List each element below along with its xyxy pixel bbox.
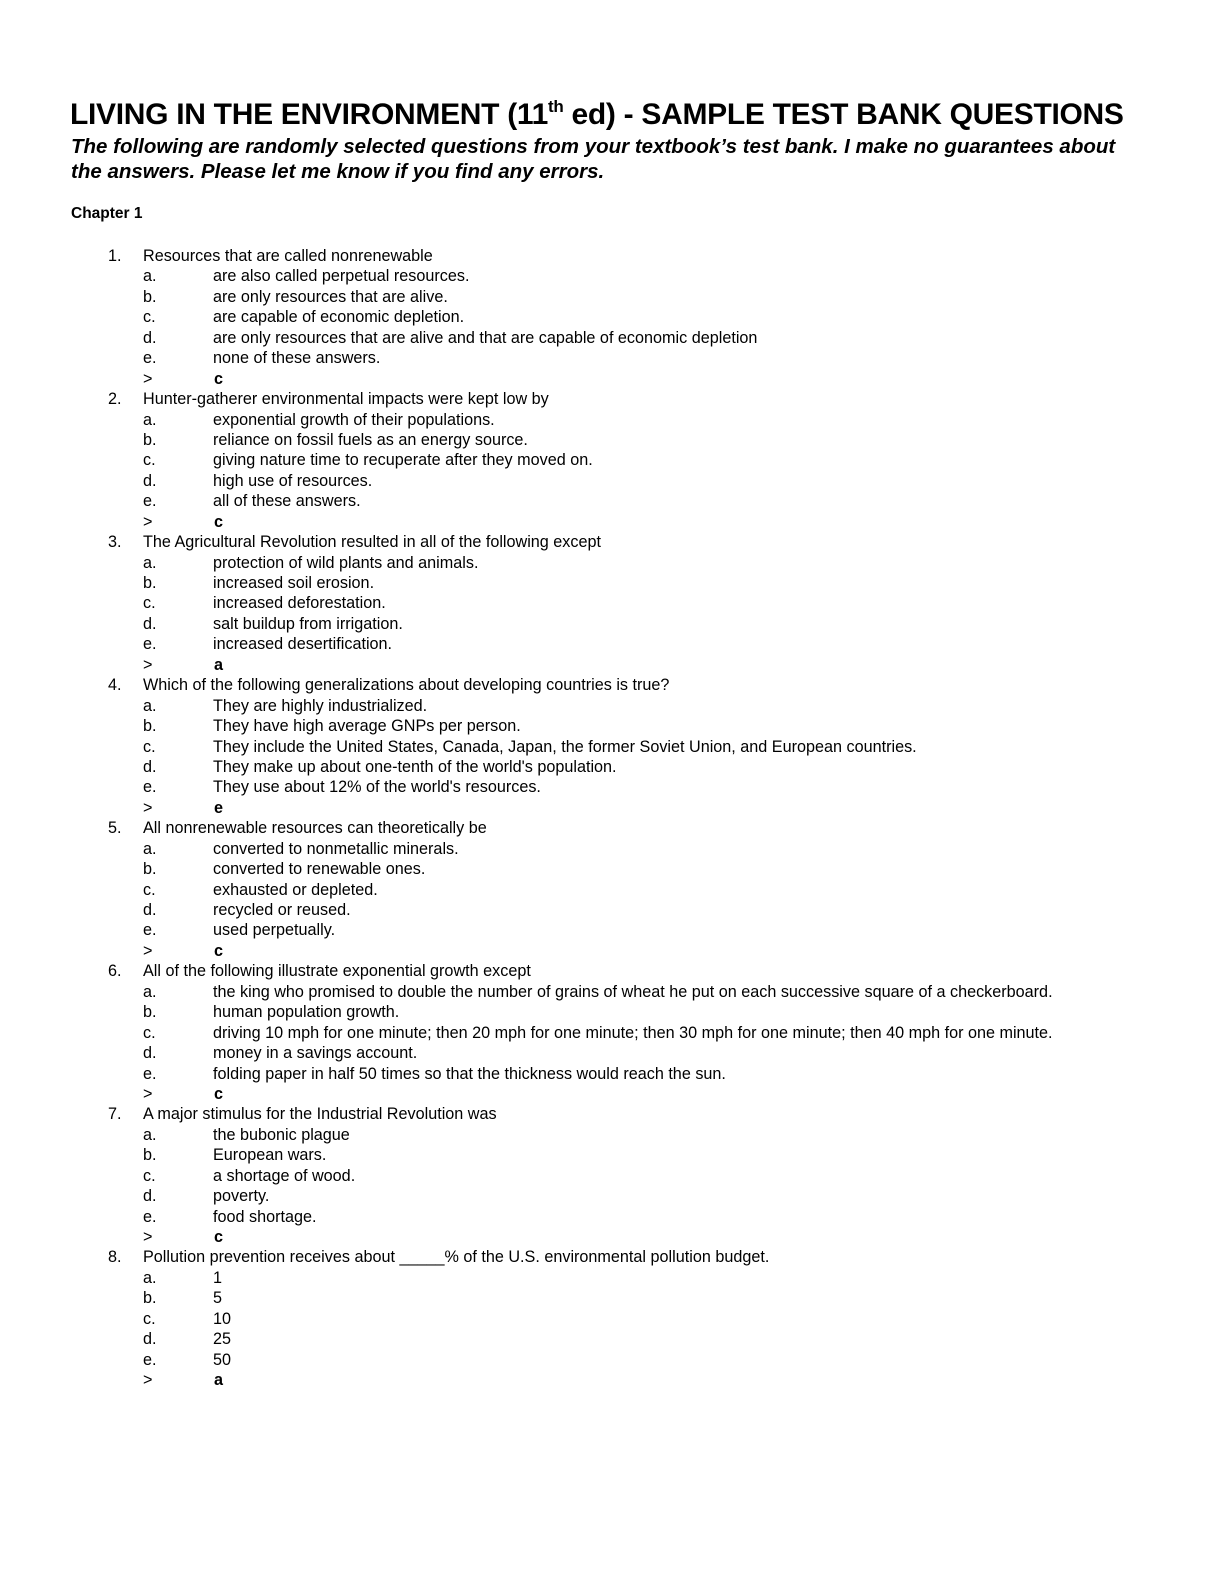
option-row: [0, 696, 1224, 716]
option-text: giving nature time to recuperate after they moved on.: [213, 451, 593, 470]
answer-key: c: [214, 941, 224, 960]
option-letter: b.: [143, 1003, 157, 1022]
option-text: are capable of economic depletion.: [213, 308, 465, 327]
option-text: protection of wild plants and animals.: [213, 553, 479, 572]
option-letter: a.: [143, 696, 157, 715]
page-subtitle: The following are randomly selected questions from your textbook’s test bank. I make no guarantees about the answers. Please let me know if you find any errors.: [71, 135, 1116, 183]
option-text: salt buildup from irrigation.: [213, 614, 403, 633]
answer-key: c: [214, 1084, 224, 1103]
option-row: [0, 1288, 1224, 1308]
title-superscript: th: [548, 97, 564, 116]
question-text: Resources that are called nonrenewable: [143, 247, 433, 265]
question-item: [0, 1104, 1224, 1247]
option-row: [0, 737, 1224, 757]
title-main: LIVING IN THE ENVIRONMENT (11: [70, 98, 549, 131]
option-row: [0, 880, 1224, 900]
option-text: used perpetually.: [213, 921, 336, 940]
option-row: [0, 573, 1224, 593]
answer-marker: >: [143, 512, 153, 531]
option-row: [0, 1329, 1224, 1349]
question-text: Pollution prevention receives about _____% of the U.S. environmental pollution budget.: [143, 1248, 770, 1267]
question-text: The Agricultural Revolution resulted in all of the following except: [143, 533, 601, 552]
option-row: [0, 1309, 1224, 1329]
option-text: food shortage.: [213, 1207, 317, 1226]
option-row: [0, 920, 1224, 940]
option-row: [0, 1145, 1224, 1165]
option-text: converted to nonmetallic minerals.: [213, 839, 459, 858]
question-line: [0, 675, 1224, 695]
option-text: the king who promised to double the number of grains of wheat he put on each successive square of a checkerboard.: [213, 982, 1053, 1001]
option-row: [0, 491, 1224, 511]
option-letter: a.: [143, 982, 157, 1001]
option-letter: b.: [143, 1146, 157, 1165]
question-number: 7.: [108, 1105, 122, 1124]
option-letter: a.: [143, 553, 157, 572]
option-row: [0, 348, 1224, 368]
option-letter: e.: [143, 635, 157, 654]
question-number: 3.: [108, 533, 122, 552]
question-item: [0, 532, 1224, 675]
option-text: folding paper in half 50 times so that the thickness would reach the sun.: [213, 1064, 726, 1083]
option-letter: c.: [143, 1166, 156, 1185]
option-letter: b.: [143, 860, 157, 879]
option-text: recycled or reused.: [213, 901, 351, 919]
option-letter: a.: [143, 839, 157, 858]
option-row: [0, 757, 1224, 777]
option-letter: d.: [143, 757, 157, 776]
answer-key: a: [214, 655, 224, 674]
option-letter: d.: [143, 1044, 157, 1063]
option-text: converted to renewable ones.: [213, 860, 426, 879]
answer-marker: >: [143, 655, 153, 674]
option-text: 1: [213, 1268, 223, 1287]
option-letter: b.: [143, 574, 157, 592]
option-row: [0, 716, 1224, 736]
answer-row: [0, 1084, 1224, 1104]
option-text: the bubonic plague: [213, 1125, 350, 1144]
option-text: exponential growth of their populations.: [213, 410, 495, 429]
option-text: They have high average GNPs per person.: [213, 717, 521, 736]
option-letter: e.: [143, 1207, 157, 1226]
option-row: [0, 328, 1224, 348]
option-text: money in a savings account.: [213, 1044, 418, 1063]
question-number: 1.: [108, 247, 122, 265]
option-letter: c.: [143, 1309, 156, 1328]
option-row: [0, 450, 1224, 470]
question-line: [0, 818, 1224, 838]
question-line: [0, 1104, 1224, 1124]
answer-marker: >: [143, 1228, 153, 1246]
question-list: [0, 246, 1224, 1391]
option-row: [0, 287, 1224, 307]
question-text: Hunter-gatherer environmental impacts were kept low by: [143, 390, 549, 409]
option-text: increased desertification.: [213, 635, 393, 654]
option-letter: c.: [143, 308, 156, 327]
option-text: poverty.: [213, 1187, 270, 1206]
question-line: [0, 961, 1224, 981]
answer-row: [0, 941, 1224, 961]
answer-row: [0, 798, 1224, 818]
question-item: [0, 961, 1224, 1104]
option-letter: d.: [143, 614, 157, 633]
question-line: [0, 246, 1224, 266]
option-text: are only resources that are alive and that are capable of economic depletion: [213, 328, 758, 347]
option-letter: c.: [143, 451, 156, 470]
answer-key: e: [214, 798, 224, 817]
option-row: [0, 1186, 1224, 1206]
answer-row: [0, 369, 1224, 389]
option-text: 25: [213, 1330, 232, 1349]
question-number: 5.: [108, 819, 122, 838]
option-letter: e.: [143, 1350, 157, 1369]
option-text: exhausted or depleted.: [213, 880, 378, 899]
option-text: They are highly industrialized.: [213, 696, 428, 715]
option-text: increased soil erosion.: [213, 574, 375, 592]
question-item: [0, 1247, 1224, 1390]
answer-row: [0, 512, 1224, 532]
option-row: [0, 1023, 1224, 1043]
question-line: [0, 1247, 1224, 1267]
answer-marker: >: [143, 369, 153, 388]
option-text: 10: [213, 1309, 232, 1328]
option-letter: e.: [143, 349, 157, 368]
option-row: [0, 471, 1224, 491]
option-text: increased deforestation.: [213, 594, 386, 613]
option-row: [0, 1268, 1224, 1288]
question-text: A major stimulus for the Industrial Revolution was: [143, 1105, 497, 1124]
option-letter: d.: [143, 1330, 157, 1349]
option-row: [0, 1125, 1224, 1145]
option-letter: a.: [143, 267, 157, 286]
answer-marker: >: [143, 798, 153, 817]
question-number: 2.: [108, 390, 122, 409]
option-row: [0, 1043, 1224, 1063]
option-letter: e.: [143, 1064, 157, 1083]
option-text: are also called perpetual resources.: [213, 267, 470, 286]
question-text: All of the following illustrate exponential growth except: [143, 962, 531, 981]
answer-row: [0, 1227, 1224, 1247]
option-letter: d.: [143, 471, 157, 490]
option-letter: e.: [143, 778, 157, 797]
question-line: [0, 389, 1224, 409]
question-number: 8.: [108, 1248, 122, 1267]
page-title: [70, 98, 1124, 132]
question-text: Which of the following generalizations about developing countries is true?: [143, 676, 670, 695]
answer-marker: >: [143, 941, 153, 960]
answer-marker: >: [143, 1371, 153, 1390]
option-letter: d.: [143, 328, 157, 347]
answer-row: [0, 1370, 1224, 1390]
option-row: [0, 1002, 1224, 1022]
question-item: [0, 389, 1224, 532]
question-number: 6.: [108, 962, 122, 981]
option-letter: c.: [143, 1023, 156, 1042]
option-letter: a.: [143, 1125, 157, 1144]
question-item: [0, 675, 1224, 818]
answer-marker: >: [143, 1084, 153, 1103]
option-text: 5: [213, 1289, 223, 1308]
option-letter: a.: [143, 1268, 157, 1287]
option-text: reliance on fossil fuels as an energy source.: [213, 430, 528, 449]
option-letter: e.: [143, 492, 157, 511]
answer-key: a: [214, 1371, 224, 1390]
option-text: European wars.: [213, 1146, 327, 1165]
answer-key: c: [214, 1228, 224, 1246]
option-letter: e.: [143, 921, 157, 940]
option-row: [0, 900, 1224, 920]
option-text: 50: [213, 1350, 232, 1369]
option-row: [0, 266, 1224, 286]
option-text: They use about 12% of the world's resources.: [213, 778, 541, 797]
option-letter: d.: [143, 901, 157, 919]
option-row: [0, 614, 1224, 634]
option-row: [0, 982, 1224, 1002]
question-text: All nonrenewable resources can theoretically be: [143, 819, 487, 838]
option-text: all of these answers.: [213, 492, 361, 511]
option-text: none of these answers.: [213, 349, 381, 368]
option-row: [0, 430, 1224, 450]
option-row: [0, 593, 1224, 613]
option-letter: d.: [143, 1187, 157, 1206]
option-text: are only resources that are alive.: [213, 287, 448, 306]
option-row: [0, 839, 1224, 859]
option-row: [0, 1166, 1224, 1186]
option-row: [0, 859, 1224, 879]
question-item: [0, 818, 1224, 961]
option-letter: c.: [143, 880, 156, 899]
option-letter: c.: [143, 737, 156, 756]
option-text: high use of resources.: [213, 471, 373, 490]
option-letter: b.: [143, 287, 157, 306]
option-row: [0, 1207, 1224, 1227]
title-rest: ed) - SAMPLE TEST BANK QUESTIONS: [563, 98, 1124, 131]
answer-key: c: [214, 369, 224, 388]
option-row: [0, 1064, 1224, 1084]
option-text: They include the United States, Canada, Japan, the former Soviet Union, and European countries.: [213, 737, 917, 756]
option-row: [0, 634, 1224, 654]
question-line: [0, 532, 1224, 552]
option-text: human population growth.: [213, 1003, 400, 1022]
option-text: They make up about one-tenth of the world's population.: [213, 757, 617, 776]
option-letter: c.: [143, 594, 156, 613]
option-letter: b.: [143, 717, 157, 736]
answer-row: [0, 655, 1224, 675]
option-row: [0, 777, 1224, 797]
option-text: driving 10 mph for one minute; then 20 mph for one minute; then 30 mph for one minute; then 40 mph for one minute.: [213, 1023, 1053, 1042]
option-text: a shortage of wood.: [213, 1166, 356, 1185]
question-item: [0, 246, 1224, 389]
question-number: 4.: [108, 676, 122, 695]
chapter-heading: Chapter 1: [71, 205, 143, 222]
option-letter: b.: [143, 430, 157, 449]
option-row: [0, 553, 1224, 573]
option-row: [0, 307, 1224, 327]
option-letter: a.: [143, 410, 157, 429]
option-row: [0, 410, 1224, 430]
option-letter: b.: [143, 1289, 157, 1308]
answer-key: c: [214, 512, 224, 531]
option-row: [0, 1350, 1224, 1370]
